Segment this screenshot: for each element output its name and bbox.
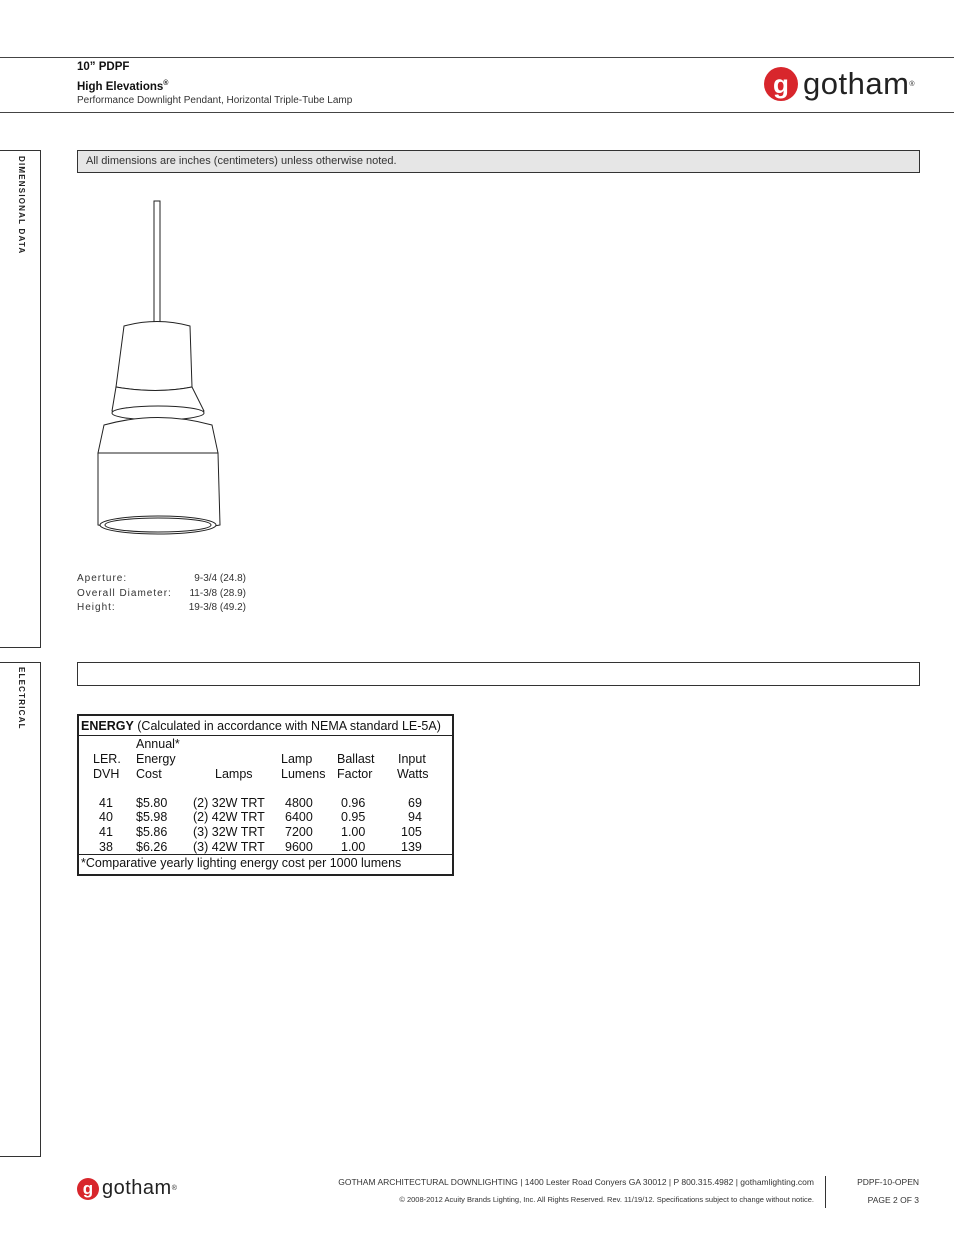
dimension-value: 19-3/8 (49.2) bbox=[188, 602, 246, 613]
footer-company-info: GOTHAM ARCHITECTURAL DOWNLIGHTING | 1400 Lester Road Conyers GA 30012 | P 800.315.4982 | gothamlighting.com bbox=[338, 1177, 814, 1187]
dimensions-note-bar bbox=[77, 150, 920, 173]
dimension-value: 11-3/8 (28.9) bbox=[189, 587, 246, 599]
electrical-header-bar bbox=[77, 662, 920, 686]
cell-ballast-factor: 0.96 bbox=[341, 796, 366, 810]
col-header-lamps: Lamps bbox=[215, 767, 253, 781]
energy-table-title: ENERGY (Calculated in accordance with NEMA standard LE-5A) bbox=[79, 716, 452, 736]
cell-cost: $5.80 bbox=[136, 796, 168, 810]
fixture-stem bbox=[154, 201, 160, 322]
footer-copyright: © 2008-2012 Acuity Brands Lighting, Inc. All Rights Reserved. Rev. 11/19/12. Specifications subject to change without notice. bbox=[399, 1195, 814, 1204]
footer-document-code: PDPF-10-OPEN bbox=[857, 1177, 919, 1187]
cell-watts: 105 bbox=[401, 825, 422, 839]
cell-cost: $6.26 bbox=[136, 840, 168, 854]
gotham-g-mark-icon: g bbox=[77, 1178, 99, 1200]
cell-lumens: 6400 bbox=[285, 810, 313, 824]
cell-ler: 40 bbox=[99, 810, 113, 824]
cell-lumens: 7200 bbox=[285, 825, 313, 839]
cell-ballast-factor: 1.00 bbox=[341, 825, 366, 839]
dimension-row bbox=[77, 601, 246, 616]
dimension-label: Height: bbox=[77, 602, 116, 613]
col-header-watts-line1: Input bbox=[398, 752, 426, 766]
col-header-cost-line2: Energy bbox=[136, 752, 176, 766]
dimensions-note: All dimensions are inches (centimeters) unless otherwise noted. bbox=[86, 155, 397, 167]
gotham-wordmark: gotham bbox=[102, 1177, 172, 1199]
col-header-bf-line1: Ballast bbox=[337, 752, 375, 766]
gotham-footer-logo: g gotham ® bbox=[77, 1177, 177, 1200]
header-top-rule bbox=[0, 57, 954, 58]
dimension-row bbox=[77, 587, 246, 602]
cell-watts: 69 bbox=[408, 796, 422, 810]
cell-ler: 41 bbox=[99, 825, 113, 839]
cell-watts: 139 bbox=[401, 840, 422, 854]
cell-lamps: (3) 42W TRT bbox=[193, 840, 265, 854]
sidebar-electrical-section bbox=[0, 662, 41, 1157]
footer-page-number: PAGE 2 OF 3 bbox=[867, 1195, 919, 1205]
cell-ler: 41 bbox=[99, 796, 113, 810]
footer-divider bbox=[825, 1176, 826, 1208]
product-title: 10” PDPF bbox=[77, 61, 130, 73]
cell-ballast-factor: 1.00 bbox=[341, 840, 366, 854]
product-description: Performance Downlight Pendant, Horizontal Triple-Tube Lamp bbox=[77, 95, 353, 106]
cell-lamps: (2) 32W TRT bbox=[193, 796, 265, 810]
dimension-label: Overall Diameter: bbox=[77, 587, 172, 599]
col-header-ler-line1: LER. bbox=[93, 752, 121, 766]
cell-ler: 38 bbox=[99, 840, 113, 854]
sidebar-label-electrical: ELECTRICAL bbox=[17, 667, 26, 730]
sidebar-label-dimensional-data: DIMENSIONAL DATA bbox=[17, 156, 26, 255]
series-title: High Elevations® bbox=[77, 80, 169, 93]
gotham-logo: g gotham ® bbox=[764, 66, 915, 102]
dimension-list bbox=[77, 572, 246, 616]
col-header-watts-line2: Watts bbox=[397, 767, 429, 781]
cell-lamps: (3) 32W TRT bbox=[193, 825, 265, 839]
col-header-cost-line1: Annual* bbox=[136, 737, 180, 751]
col-header-lumens-line1: Lamp bbox=[281, 752, 313, 766]
fixture-upper-housing bbox=[116, 322, 192, 391]
col-header-bf-line2: Factor bbox=[337, 767, 373, 781]
cell-cost: $5.98 bbox=[136, 810, 168, 824]
cell-lumens: 9600 bbox=[285, 840, 313, 854]
cell-watts: 94 bbox=[408, 810, 422, 824]
header-bottom-rule bbox=[0, 112, 954, 113]
pendant-fixture-drawing bbox=[90, 195, 230, 540]
col-header-cost-line3: Cost bbox=[136, 767, 162, 781]
col-header-ler-line2: DVH bbox=[93, 767, 120, 781]
energy-footnote: *Comparative yearly lighting energy cost per 1000 lumens bbox=[79, 854, 452, 871]
gotham-wordmark: gotham bbox=[803, 66, 910, 101]
energy-table bbox=[77, 714, 454, 876]
fixture-lower-shade bbox=[98, 418, 218, 454]
cell-lumens: 4800 bbox=[285, 796, 313, 810]
dimension-label: Aperture: bbox=[77, 573, 128, 584]
dimension-row bbox=[77, 572, 246, 587]
cell-cost: $5.86 bbox=[136, 825, 168, 839]
col-header-lumens-line2: Lumens bbox=[281, 767, 326, 781]
cell-ballast-factor: 0.95 bbox=[341, 810, 366, 824]
gotham-g-mark-icon: g bbox=[764, 67, 798, 101]
dimension-value: 9-3/4 (24.8) bbox=[194, 573, 246, 584]
cell-lamps: (2) 42W TRT bbox=[193, 810, 265, 824]
